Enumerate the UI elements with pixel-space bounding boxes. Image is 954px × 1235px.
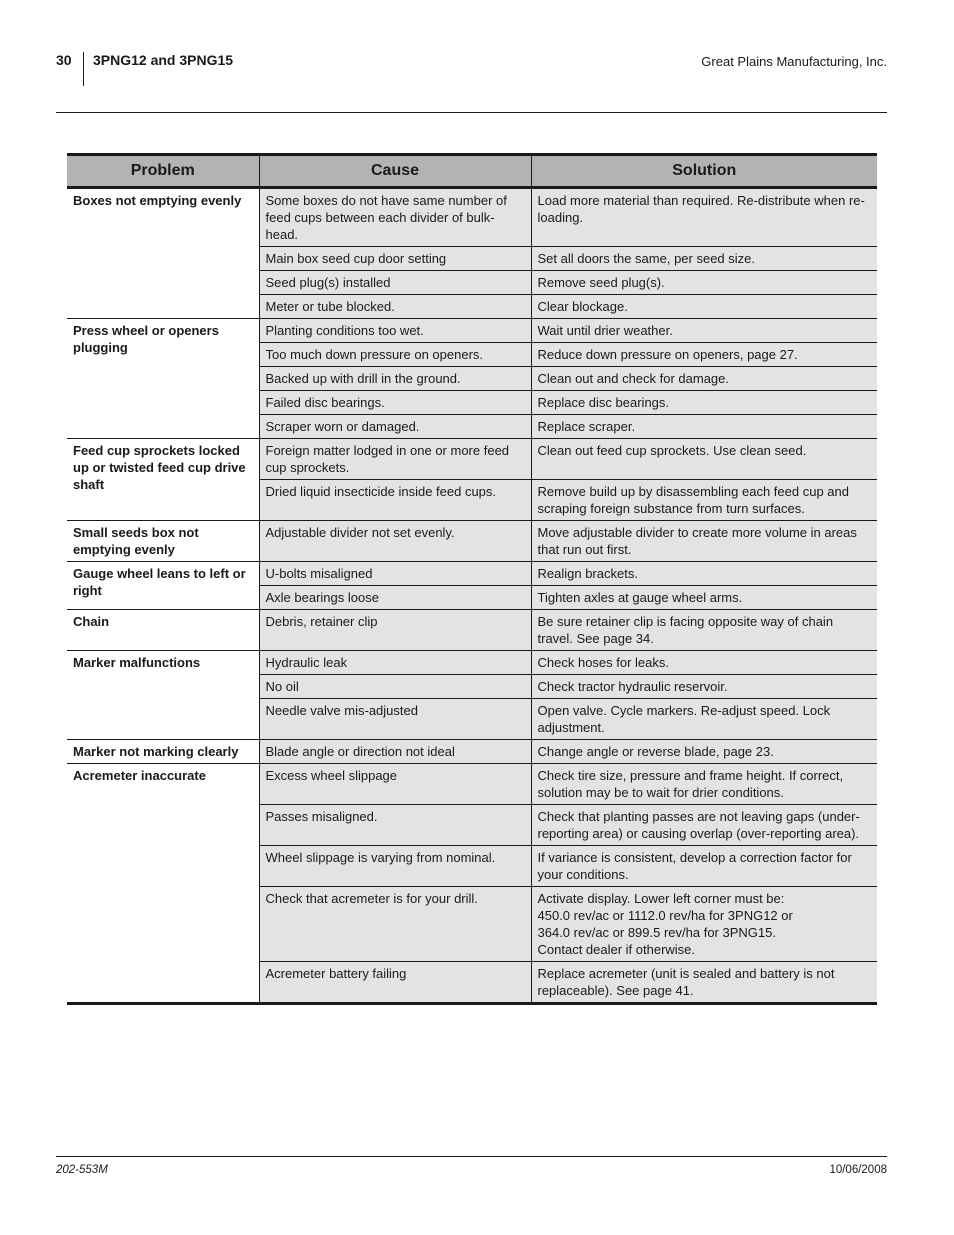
cause-cell: Scraper worn or damaged. (259, 415, 531, 439)
solution-cell: Wait until drier weather. (531, 319, 877, 343)
column-header-problem: Problem (67, 155, 259, 188)
problem-cell: Chain (67, 610, 259, 651)
solution-cell: Remove seed plug(s). (531, 271, 877, 295)
troubleshooting-table (67, 153, 877, 1005)
cause-cell: Foreign matter lodged in one or more feed cup sprockets. (259, 439, 531, 480)
problem-cell: Small seeds box not emptying evenly (67, 521, 259, 562)
cause-cell: Hydraulic leak (259, 651, 531, 675)
table-row (67, 764, 877, 805)
solution-cell: Change angle or reverse blade, page 23. (531, 740, 877, 764)
cause-cell: Dried liquid insecticide inside feed cups. (259, 480, 531, 521)
table-row (67, 651, 877, 675)
solution-cell: Load more material than required. Re-distribute when re-loading. (531, 188, 877, 247)
cause-cell: Debris, retainer clip (259, 610, 531, 651)
company-name: Great Plains Manufacturing, Inc. (701, 54, 887, 69)
problem-cell: Boxes not emptying evenly (67, 188, 259, 319)
table-row (67, 319, 877, 343)
footer-rule (56, 1156, 887, 1157)
cause-cell: Failed disc bearings. (259, 391, 531, 415)
table-row (67, 521, 877, 562)
page-header (56, 52, 887, 92)
cause-cell: Passes misaligned. (259, 805, 531, 846)
cause-cell: Check that acremeter is for your drill. (259, 887, 531, 962)
solution-cell: Tighten axles at gauge wheel arms. (531, 586, 877, 610)
cause-cell: Seed plug(s) installed (259, 271, 531, 295)
table-row (67, 562, 877, 586)
cause-cell: Main box seed cup door setting (259, 247, 531, 271)
solution-cell: Check hoses for leaks. (531, 651, 877, 675)
solution-cell: Open valve. Cycle markers. Re-adjust speed. Lock adjustment. (531, 699, 877, 740)
table-body (67, 188, 877, 1004)
header-rule (56, 112, 887, 113)
problem-cell: Feed cup sprockets locked up or twisted feed cup drive shaft (67, 439, 259, 521)
solution-cell: Move adjustable divider to create more volume in areas that run out first. (531, 521, 877, 562)
cause-cell: Planting conditions too wet. (259, 319, 531, 343)
problem-cell: Marker not marking clearly (67, 740, 259, 764)
solution-cell: Realign brackets. (531, 562, 877, 586)
cause-cell: Backed up with drill in the ground. (259, 367, 531, 391)
problem-cell: Acremeter inaccurate (67, 764, 259, 1004)
solution-cell: Activate display. Lower left corner must be: 450.0 rev/ac or 1112.0 rev/ha for 3PNG12 or 364.0 rev/ac or 899.5 rev/ha for 3PNG15. Contact dealer if otherwise. (531, 887, 877, 962)
cause-cell: U-bolts misaligned (259, 562, 531, 586)
solution-cell: Check tire size, pressure and frame height. If correct, solution may be to wait for drier conditions. (531, 764, 877, 805)
table-row (67, 188, 877, 247)
solution-cell: Clean out feed cup sprockets. Use clean seed. (531, 439, 877, 480)
cause-cell: Wheel slippage is varying from nominal. (259, 846, 531, 887)
cause-cell: Too much down pressure on openers. (259, 343, 531, 367)
cause-cell: Axle bearings loose (259, 586, 531, 610)
solution-cell: Check tractor hydraulic reservoir. (531, 675, 877, 699)
model-title: 3PNG12 and 3PNG15 (93, 52, 234, 68)
problem-cell: Gauge wheel leans to left or right (67, 562, 259, 610)
page-number: 30 (56, 52, 72, 68)
solution-cell: Remove build up by disassembling each feed cup and scraping foreign substance from turn surfaces. (531, 480, 877, 521)
problem-cell: Press wheel or openers plugging (67, 319, 259, 439)
solution-cell: Reduce down pressure on openers, page 27. (531, 343, 877, 367)
solution-cell: Replace acremeter (unit is sealed and battery is not replaceable). See page 41. (531, 962, 877, 1004)
cause-cell: Some boxes do not have same number of feed cups between each divider of bulk-head. (259, 188, 531, 247)
cause-cell: Acremeter battery failing (259, 962, 531, 1004)
cause-cell: Blade angle or direction not ideal (259, 740, 531, 764)
solution-cell: If variance is consistent, develop a correction factor for your conditions. (531, 846, 877, 887)
table-row (67, 610, 877, 651)
header-divider (83, 52, 84, 86)
problem-cell: Marker malfunctions (67, 651, 259, 740)
solution-cell: Be sure retainer clip is facing opposite way of chain travel. See page 34. (531, 610, 877, 651)
table-header-row (67, 155, 877, 188)
solution-cell: Check that planting passes are not leaving gaps (under-reporting area) or causing overlap (over-reporting area). (531, 805, 877, 846)
solution-cell: Replace scraper. (531, 415, 877, 439)
solution-cell: Set all doors the same, per seed size. (531, 247, 877, 271)
cause-cell: Meter or tube blocked. (259, 295, 531, 319)
cause-cell: No oil (259, 675, 531, 699)
cause-cell: Needle valve mis-adjusted (259, 699, 531, 740)
cause-cell: Adjustable divider not set evenly. (259, 521, 531, 562)
solution-cell: Clear blockage. (531, 295, 877, 319)
document-date: 10/06/2008 (829, 1164, 887, 1176)
cause-cell: Excess wheel slippage (259, 764, 531, 805)
column-header-cause: Cause (259, 155, 531, 188)
solution-cell: Replace disc bearings. (531, 391, 877, 415)
document-number: 202-553M (56, 1164, 108, 1176)
table-row (67, 439, 877, 480)
solution-cell: Clean out and check for damage. (531, 367, 877, 391)
column-header-solution: Solution (531, 155, 877, 188)
table-row (67, 740, 877, 764)
